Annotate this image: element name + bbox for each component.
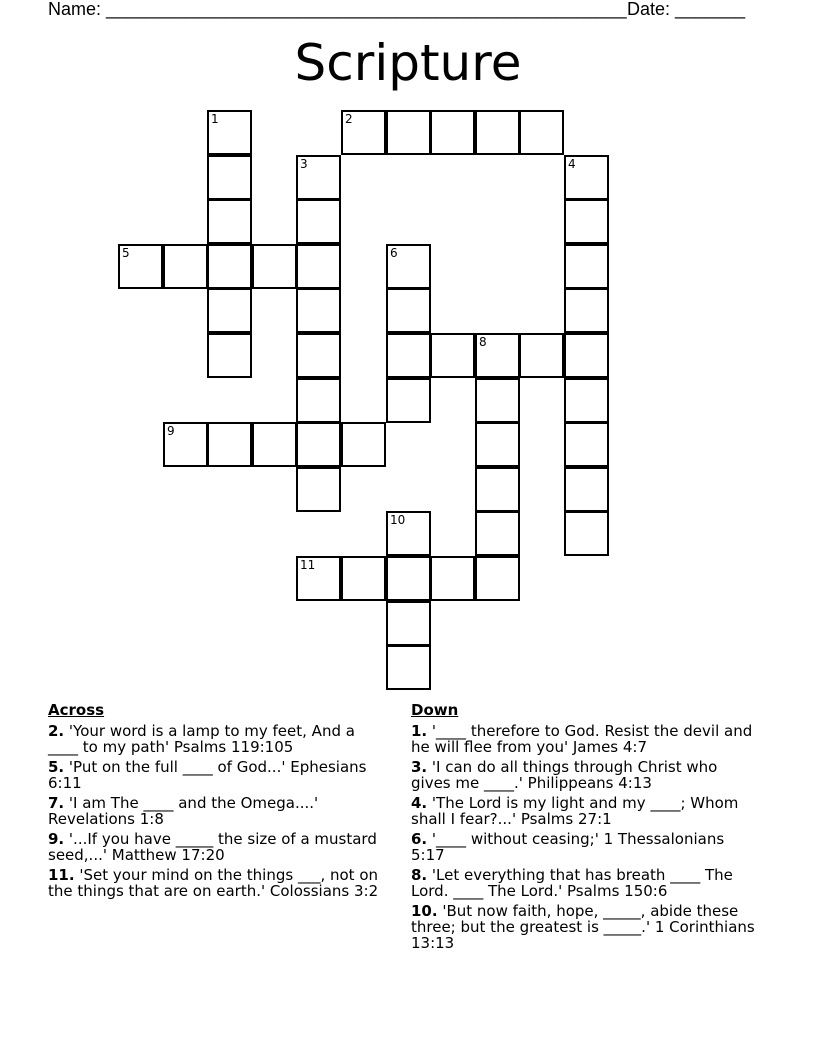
crossword-cell[interactable] <box>386 378 431 423</box>
clue-across-5: 5. 'Put on the full ____ of God...' Ephesians 6:11 <box>48 758 367 792</box>
crossword-cell[interactable] <box>519 110 564 155</box>
clue-across-11: 11. 'Set your mind on the things ___, not on the things that are on earth.' Colossians 3:2 <box>48 866 379 900</box>
crossword-cell[interactable] <box>564 244 609 289</box>
crossword-cell[interactable] <box>386 110 431 155</box>
crossword-cell[interactable] <box>430 556 475 601</box>
clue-number: 10 <box>390 513 406 527</box>
date-field: Date: _______ <box>627 0 746 19</box>
clue-number: 3 <box>300 157 308 171</box>
crossword-cell[interactable] <box>475 511 520 556</box>
crossword-cell[interactable] <box>564 467 609 512</box>
crossword-cell-5[interactable] <box>118 244 163 289</box>
crossword-cell[interactable] <box>564 199 609 244</box>
crossword-cell[interactable] <box>475 378 520 423</box>
clue-across-9: 9. '...If you have _____ the size of a mustard seed,...' Matthew 17:20 <box>48 830 377 864</box>
clue-number: 1 <box>211 112 219 126</box>
name-field: Name: ____________________________________________________ <box>48 0 627 19</box>
crossword-cell-3[interactable] <box>296 155 341 200</box>
clue-number: 9 <box>167 424 175 438</box>
crossword-cell[interactable] <box>207 288 252 333</box>
crossword-cell[interactable] <box>207 333 252 378</box>
clue-number: 5 <box>122 246 130 260</box>
crossword-cell[interactable] <box>207 244 252 289</box>
crossword-cell[interactable] <box>386 288 431 333</box>
crossword-cell-4[interactable] <box>564 155 609 200</box>
crossword-cell-9[interactable] <box>163 422 208 467</box>
clue-down-8: 8. 'Let everything that has breath ____ The Lord. ____ The Lord.' Psalms 150:6 <box>411 866 733 900</box>
crossword-cell[interactable] <box>386 333 431 378</box>
crossword-cell[interactable] <box>341 422 386 467</box>
crossword-cell[interactable] <box>430 333 475 378</box>
crossword-cell[interactable] <box>386 556 431 601</box>
crossword-cell[interactable] <box>341 556 386 601</box>
crossword-cell[interactable] <box>519 333 564 378</box>
crossword-cell[interactable] <box>564 288 609 333</box>
crossword-cell[interactable] <box>296 244 341 289</box>
clue-down-1: 1. '____ therefore to God. Resist the devil and he will flee from you' James 4:7 <box>411 722 753 756</box>
clue-across-2: 2. 'Your word is a lamp to my feet, And a ____ to my path' Psalms 119:105 <box>48 722 355 756</box>
crossword-cell[interactable] <box>564 422 609 467</box>
crossword-cell[interactable] <box>296 333 341 378</box>
clue-down-6: 6. '____ without ceasing;' 1 Thessalonians 5:17 <box>411 830 725 864</box>
clue-down-3: 3. 'I can do all things through Christ who gives me ____.' Philippeans 4:13 <box>411 758 718 792</box>
down-clues <box>411 702 761 955</box>
across-heading: Across <box>48 701 105 719</box>
crossword-cell[interactable] <box>386 645 431 690</box>
crossword-cell-11[interactable] <box>296 556 341 601</box>
clue-number: 11 <box>300 558 316 572</box>
crossword-cell[interactable] <box>207 155 252 200</box>
clue-number: 6 <box>390 246 398 260</box>
clue-across-7: 7. 'I am The ____ and the Omega....' Revelations 1:8 <box>48 794 319 828</box>
crossword-cell[interactable] <box>386 601 431 646</box>
crossword-cell[interactable] <box>252 244 297 289</box>
crossword-cell[interactable] <box>207 422 252 467</box>
page-title: Scripture <box>294 34 522 92</box>
crossword-cell-10[interactable] <box>386 511 431 556</box>
crossword-cell[interactable] <box>475 110 520 155</box>
crossword-cell[interactable] <box>296 288 341 333</box>
crossword-cell[interactable] <box>296 199 341 244</box>
clue-down-4: 4. 'The Lord is my light and my ____; Whom shall I fear?...' Psalms 27:1 <box>411 794 739 828</box>
clue-number: 4 <box>568 157 576 171</box>
crossword-cell[interactable] <box>296 378 341 423</box>
crossword-cell[interactable] <box>163 244 208 289</box>
clue-number: 2 <box>345 112 353 126</box>
crossword-cell-6[interactable] <box>386 244 431 289</box>
crossword-cell-1[interactable] <box>207 110 252 155</box>
crossword-cell-2[interactable] <box>341 110 386 155</box>
down-heading: Down <box>411 701 459 719</box>
crossword-cell[interactable] <box>430 110 475 155</box>
crossword-cell[interactable] <box>475 467 520 512</box>
crossword-cell[interactable] <box>564 333 609 378</box>
crossword-cell-8[interactable] <box>475 333 520 378</box>
crossword-cell[interactable] <box>564 511 609 556</box>
crossword-cell[interactable] <box>475 556 520 601</box>
crossword-cell[interactable] <box>296 467 341 512</box>
clue-down-10: 10. 'But now faith, hope, _____, abide these three; but the greatest is _____.' 1 Corinthians 13:13 <box>411 902 755 952</box>
crossword-cell[interactable] <box>296 422 341 467</box>
crossword-cell[interactable] <box>564 378 609 423</box>
crossword-cell[interactable] <box>207 199 252 244</box>
clue-number: 8 <box>479 335 487 349</box>
across-clues <box>48 702 383 903</box>
crossword-cell[interactable] <box>252 422 297 467</box>
crossword-cell[interactable] <box>475 422 520 467</box>
